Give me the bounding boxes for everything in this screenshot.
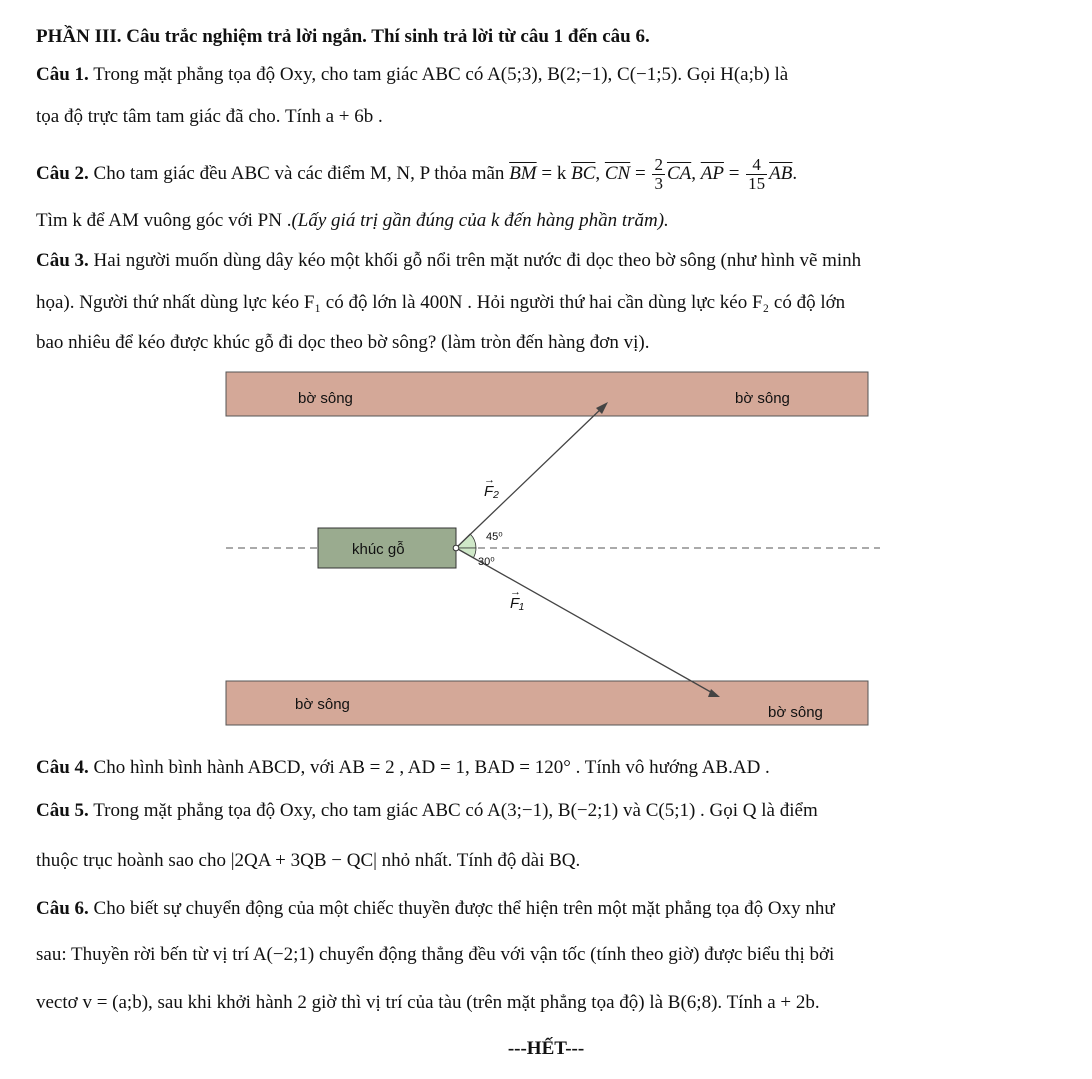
separator-1: ,: [595, 162, 605, 184]
question-3-text-1: Hai người muốn dùng dây kéo một khối gỗ nổi trên mặt nước đi dọc theo bờ sông (như hình vẽ minh: [88, 250, 862, 271]
question-6-label: Câu 6.: [36, 898, 89, 919]
angle-45-label: 45⁰: [486, 531, 503, 543]
separator-2: ,: [691, 162, 701, 184]
equals-2: =: [723, 162, 745, 184]
section-heading: PHẦN III. Câu trắc nghiệm trả lời ngắn. Thí sinh trả lời từ câu 1 đến câu 6.: [36, 26, 650, 47]
pivot-point: [453, 545, 459, 551]
f1-label: F₁: [510, 595, 524, 612]
bank-label-top-left: bờ sông: [298, 390, 353, 407]
vector-ab: $\overline{AB}$: [769, 162, 793, 184]
question-1-line-2: tọa độ trực tâm tam giác đã cho. Tính a + 6b .: [36, 106, 383, 127]
vector-ap: $\overline{AP}$: [700, 162, 724, 184]
question-6-line-2: sau: Thuyền rời bến từ vị trí A(−2;1) chuyển động thẳng đều với vận tốc (tính theo giờ) được biểu thị bởi: [36, 944, 835, 965]
vector-arrow-f1: →: [510, 586, 521, 598]
question-2-note: (Lấy giá trị gần đúng của k đến hàng phần trăm).: [291, 210, 669, 231]
question-6-line-1: [36, 898, 1066, 920]
question-6-text-1: Cho biết sự chuyển động của một chiếc thuyền được thể hiện trên một mặt phẳng tọa độ Oxy như: [88, 898, 835, 919]
question-5-text-1: Trong mặt phẳng tọa độ Oxy, cho tam giác ABC có A(3;−1), B(−2;1) và C(5;1) . Gọi Q là điểm: [88, 800, 818, 821]
question-1-label: Câu 1.: [36, 64, 89, 85]
question-5-line-2: thuộc trục hoành sao cho |2QA + 3QB − QC| nhỏ nhất. Tính độ dài BQ.: [36, 850, 581, 871]
vector-bm: $\overline{BM}$: [509, 162, 537, 184]
question-4-label: Câu 4.: [36, 757, 89, 778]
question-3-line-2: họa). Người thứ nhất dùng lực kéo F₁ có độ lớn là 400N . Hỏi người thứ hai cần dùng lực kéo F₂ có độ lớn: [36, 292, 846, 313]
question-4-text: Cho hình bình hành ABCD, với AB = 2 , AD = 1, BAD = 120° . Tính vô hướng AB.AD .: [88, 757, 770, 778]
question-2-label: Câu 2.: [36, 162, 89, 184]
bank-label-bottom-left: bờ sông: [295, 696, 350, 713]
bank-label-top-right: bờ sông: [735, 390, 790, 407]
log-label: khúc gỗ: [352, 541, 405, 558]
question-2-text-b: Tìm k để AM vuông góc với PN .: [36, 210, 292, 231]
f2-label: F₂: [484, 483, 499, 500]
question-4-line: [36, 757, 1066, 779]
period: .: [792, 162, 798, 184]
angle-30-label: 30⁰: [478, 556, 495, 568]
question-3-line-3: bao nhiêu để kéo được khúc gỗ đi dọc theo bờ sông? (làm tròn đến hàng đơn vị).: [36, 332, 650, 353]
question-5-line-1: [36, 800, 1066, 822]
question-3-label: Câu 3.: [36, 250, 89, 271]
force-f1-arrow: [456, 548, 716, 695]
fraction-denominator: 15: [748, 174, 766, 193]
vector-cn: $\overline{CN}$: [604, 162, 631, 184]
vector-arrow-f2: →: [484, 474, 495, 486]
fraction-numerator: 2: [654, 155, 663, 174]
end-marker: ---HẾT---: [507, 1038, 585, 1059]
fraction-denominator: 3: [654, 174, 663, 193]
vector-bc: $\overline{BC}$: [571, 162, 596, 184]
question-2-text-a: Cho tam giác đều ABC và các điểm M, N, P thỏa mãn: [88, 162, 510, 184]
vector-ca: $\overline{CA}$: [666, 162, 692, 184]
equals-1: =: [630, 162, 651, 184]
question-6-line-3: vectơ v = (a;b), sau khi khởi hành 2 giờ thì vị trí của tàu (trên mặt phẳng tọa độ) là B(6;8). Tính a + 2b.: [36, 992, 820, 1013]
force-f2-arrow: [456, 406, 604, 548]
equals-k: = k: [536, 162, 572, 184]
bank-label-bottom-right: bờ sông: [768, 704, 823, 721]
fraction-numerator: 4: [746, 156, 767, 175]
question-1-text-1: Trong mặt phẳng tọa độ Oxy, cho tam giác ABC có A(5;3), B(2;−1), C(−1;5). Gọi H(a;b) là: [88, 64, 789, 85]
question-5-label: Câu 5.: [36, 800, 89, 821]
